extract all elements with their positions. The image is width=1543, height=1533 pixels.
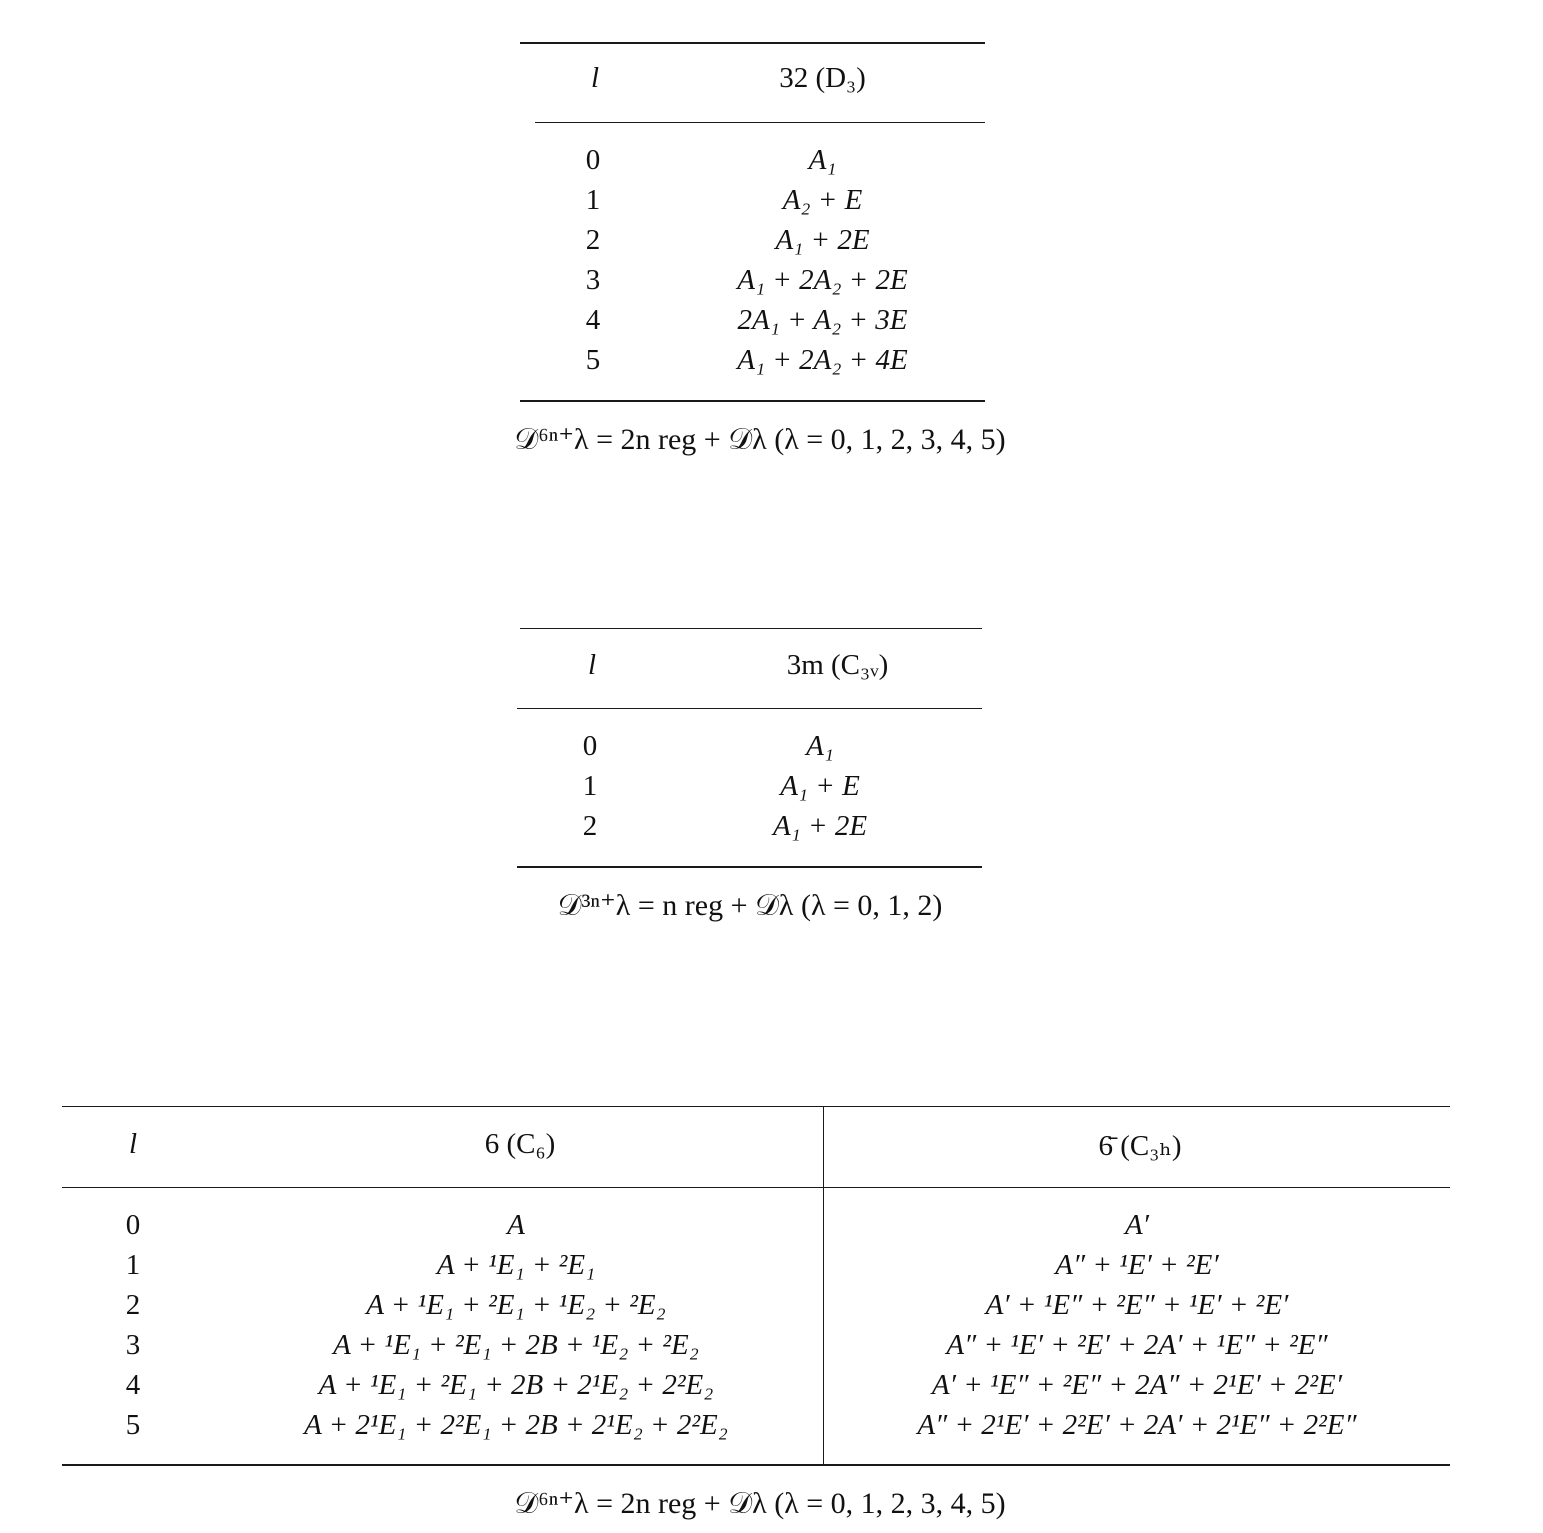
- row-expr: A₁: [808, 144, 837, 176]
- column-header-l: l: [587, 649, 597, 681]
- row-l: 4: [125, 1369, 141, 1401]
- bottom-rule: [62, 1464, 1450, 1466]
- row-l: 5: [585, 344, 601, 376]
- column-header-group: 32 (D₃): [779, 62, 866, 94]
- row-expr-c3h: A′: [1124, 1209, 1150, 1241]
- top-rule: [520, 628, 982, 629]
- row-expr-c3h: A′ + ¹E″ + ²E″ + 2A″ + 2¹E′ + 2²E′: [931, 1369, 1343, 1401]
- row-expr-c6: A + 2¹E₁ + 2²E₁ + 2B + 2¹E₂ + 2²E₂: [304, 1409, 728, 1441]
- row-expr: A₁ + 2E: [775, 224, 870, 256]
- column-header-group-c3h: 6̄ (C₃ₕ): [1098, 1130, 1182, 1162]
- column-header-group: 3m (C₃ᵥ): [786, 649, 889, 681]
- row-l: 3: [585, 264, 601, 296]
- row-l: 5: [125, 1409, 141, 1441]
- row-l: 3: [125, 1329, 141, 1361]
- row-expr: A₁ + E: [780, 770, 860, 802]
- column-divider: [823, 1106, 824, 1464]
- row-expr: A₁ + 2E: [772, 810, 868, 842]
- decomposition-formula: 𝒟⁶ⁿ⁺λ = 2n reg + 𝒟λ (λ = 0, 1, 2, 3, 4, 5): [514, 423, 1006, 456]
- row-expr-c6: A: [507, 1209, 525, 1241]
- column-header-group-c6: 6 (C₆): [484, 1128, 556, 1160]
- row-expr: A₁ + 2A₂ + 2E: [737, 264, 908, 296]
- row-expr-c6: A + ¹E₁ + ²E₁ + 2B + 2¹E₂ + 2²E₂: [318, 1369, 714, 1401]
- row-expr-c6: A + ¹E₁ + ²E₁ + 2B + ¹E₂ + ²E₂: [333, 1329, 699, 1361]
- header-rule: [62, 1187, 1450, 1188]
- bottom-rule: [520, 400, 985, 402]
- row-l: 1: [582, 770, 598, 802]
- column-header-l: l: [128, 1128, 138, 1160]
- row-l: 1: [585, 184, 601, 216]
- row-l: 4: [585, 304, 601, 336]
- row-expr: A₂ + E: [782, 184, 863, 216]
- row-l: 0: [585, 144, 601, 176]
- row-expr-c3h: A″ + 2¹E′ + 2²E′ + 2A′ + 2¹E″ + 2²E″: [917, 1409, 1357, 1441]
- row-l: 2: [125, 1289, 141, 1321]
- row-expr: 2A₁ + A₂ + 3E: [737, 304, 908, 336]
- row-l: 2: [585, 224, 601, 256]
- row-expr-c3h: A′ + ¹E″ + ²E″ + ¹E′ + ²E′: [985, 1289, 1289, 1321]
- bottom-rule: [517, 866, 982, 868]
- top-rule: [520, 42, 985, 44]
- row-l: 0: [582, 730, 598, 762]
- row-l: 0: [125, 1209, 141, 1241]
- row-expr: A₁ + 2A₂ + 4E: [737, 344, 908, 376]
- row-expr-c3h: A″ + ¹E′ + ²E′: [1055, 1249, 1219, 1281]
- row-expr-c6: A + ¹E₁ + ²E₁ + ¹E₂ + ²E₂: [366, 1289, 666, 1321]
- header-rule: [535, 122, 985, 123]
- column-header-l: l: [590, 62, 600, 94]
- row-l: 1: [125, 1249, 141, 1281]
- row-l: 2: [582, 810, 598, 842]
- row-expr-c6: A + ¹E₁ + ²E₁: [436, 1249, 596, 1281]
- header-rule: [517, 708, 982, 709]
- row-expr: A₁: [806, 730, 834, 762]
- top-rule: [62, 1106, 1450, 1107]
- decomposition-formula: 𝒟⁶ⁿ⁺λ = 2n reg + 𝒟λ (λ = 0, 1, 2, 3, 4, 5): [514, 1487, 1006, 1520]
- decomposition-formula: 𝒟³ⁿ⁺λ = n reg + 𝒟λ (λ = 0, 1, 2): [557, 889, 943, 922]
- row-expr-c3h: A″ + ¹E′ + ²E′ + 2A′ + ¹E″ + ²E″: [946, 1329, 1328, 1361]
